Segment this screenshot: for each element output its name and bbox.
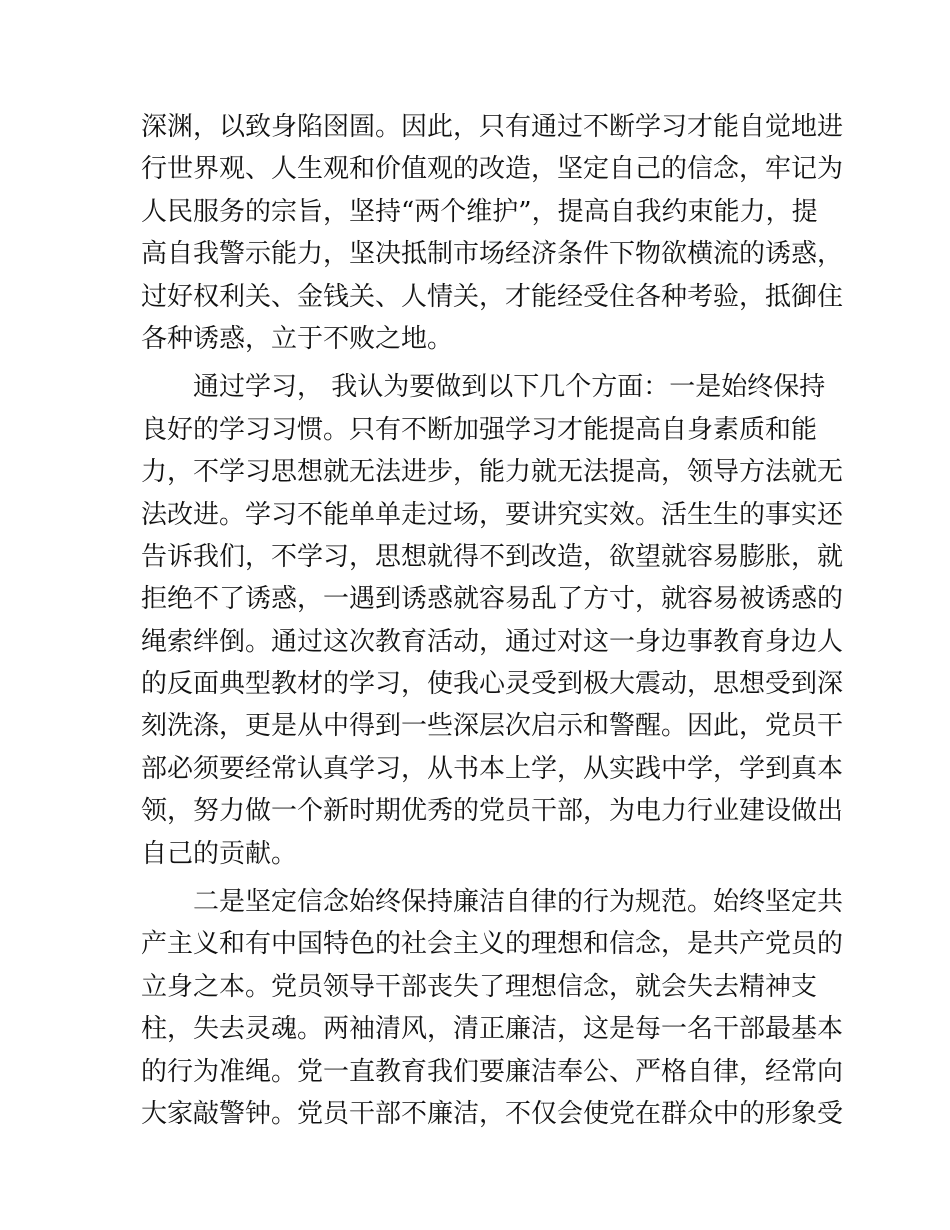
paragraph-1-line-2: 行世界观、人生观和价值观的改造，坚定自己的信念，牢记为 — [141, 154, 844, 185]
paragraph-3-line-1: 二是坚定信念始终保持廉洁自律的行为规范。始终坚定共 — [193, 887, 844, 918]
paragraph-2-line-1: 通过学习， 我认为要做到以下几个方面：一是始终保持 — [193, 372, 826, 403]
paragraph-1-line-5: 过好权利关、金钱关、人情关，才能经受住各种考验，抵御住 — [141, 281, 844, 312]
paragraph-1-line-4: 高自我警示能力，坚决抵制市场经济条件下物欲横流的诱惑， — [141, 239, 844, 270]
paragraph-1-line-1: 深渊，以致身陷囹圄。因此，只有通过不断学习才能自觉地进 — [141, 112, 844, 142]
paragraph-2-line-4: 法改进。学习不能单单走过场，要讲究实效。活生生的事实还 — [141, 499, 844, 530]
paragraph-2-line-11: 领，努力做一个新时期优秀的党员干部，为电力行业建设做出 — [141, 796, 844, 827]
paragraph-3-line-2: 产主义和有中国特色的社会主义的理想和信念，是共产党员的 — [141, 929, 844, 960]
paragraph-2-line-7: 绳索绊倒。通过这次教育活动，通过对这一身边事教育身边人 — [141, 626, 844, 657]
paragraph-2-line-6: 拒绝不了诱惑，一遇到诱惑就容易乱了方寸，就容易被诱惑的 — [141, 584, 844, 615]
paragraph-2-line-12: 自己的贡献。 — [141, 838, 298, 869]
paragraph-1-line-3: 人民服务的宗旨，坚持“两个维护”，提高自我约束能力，提 — [141, 196, 818, 227]
paragraph-2-line-5: 告诉我们，不学习，思想就得不到改造，欲望就容易膨胀，就 — [141, 541, 844, 572]
paragraph-3-line-6: 大家敲警钟。党员干部不廉洁，不仅会使党在群众中的形象受 — [141, 1098, 844, 1129]
document-body — [141, 106, 844, 1135]
paragraph-1-line-6: 各种诱惑，立于不败之地。 — [141, 323, 454, 354]
paragraph-3-line-5: 的行为准绳。党一直教育我们要廉洁奉公、严格自律，经常向 — [141, 1056, 844, 1087]
paragraph-2-line-9: 刻洗涤，更是从中得到一些深层次启示和警醒。因此，党员干 — [141, 711, 844, 742]
paragraph-2-line-10: 部必须要经常认真学习，从书本上学，从实践中学，学到真本 — [141, 753, 844, 784]
paragraph-2-line-3: 力，不学习思想就无法进步，能力就无法提高，领导方法就无 — [141, 457, 844, 488]
paragraph-2-line-2: 良好的学习习惯。只有不断加强学习才能提高自身素质和能 — [141, 414, 818, 445]
paragraph-3-line-4: 柱，失去灵魂。两袖清风，清正廉洁，这是每一名干部最基本 — [141, 1014, 844, 1045]
paragraph-3-line-3: 立身之本。党员领导干部丧失了理想信念，就会失去精神支 — [141, 971, 818, 1002]
paragraph-2-line-8: 的反面典型教材的学习，使我心灵受到极大震动，思想受到深 — [141, 669, 844, 700]
